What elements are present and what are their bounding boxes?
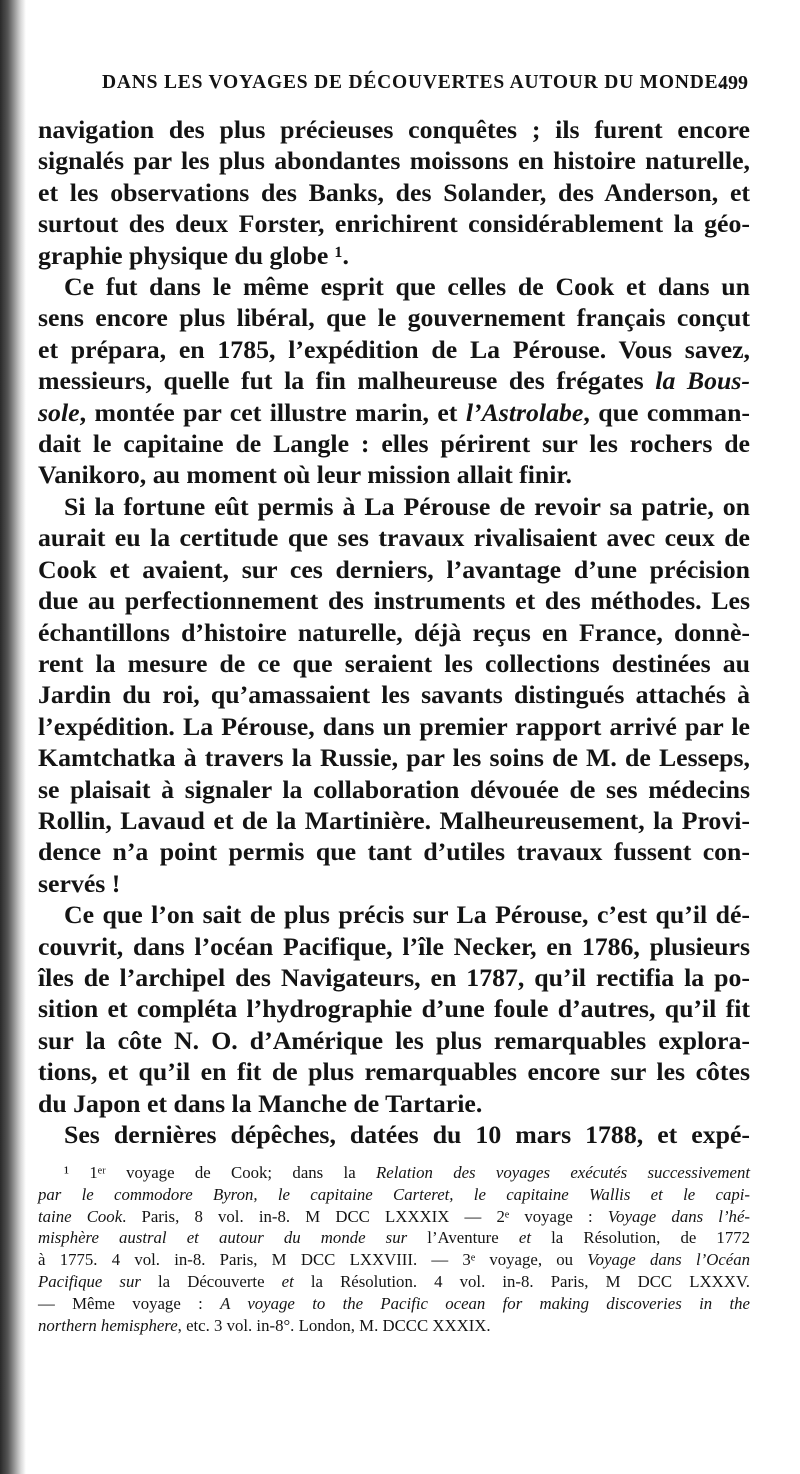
paragraph-3-line-13: servés ! bbox=[38, 868, 121, 898]
paragraph-4-line-4: sition et compléta l’hydrographie d’une foule d’autres, qu’il fit bbox=[38, 994, 750, 1024]
paragraph-2-line-7: Vanikoro, au moment où leur mission allait finir. bbox=[38, 460, 572, 490]
ship-name-boussole-part2: sole bbox=[38, 397, 80, 427]
book-title: A voyage to the Pacific ocean for making discoveries in the bbox=[220, 1293, 750, 1313]
paragraph-4-line-6: tions, et qu’il en fit de plus remarquables encore sur les côtes bbox=[38, 1057, 750, 1087]
text-run: la Résolution, de 1772 bbox=[531, 1228, 750, 1248]
page-header bbox=[48, 72, 748, 102]
text-run: , que comman- bbox=[583, 397, 751, 427]
paragraph-5-line-1: Ses dernières dépêches, datées du 10 mars 1788, et expé- bbox=[64, 1120, 750, 1149]
paragraph-1-line-2: signalés par les plus abondantes moissons en histoire naturelle, bbox=[38, 146, 750, 176]
paragraph-3-line-5: échantillons d’histoire naturelle, déjà reçus en France, donnè- bbox=[38, 617, 750, 647]
paragraph-4-line-2: couvrit, dans l’océan Pacifique, l’île Necker, en 1786, plusieurs bbox=[38, 931, 750, 961]
paragraph-1-line-4: surtout des deux Forster, enrichirent considérablement la géo- bbox=[38, 209, 750, 239]
main-text bbox=[38, 114, 750, 1150]
footnote-line-2 bbox=[38, 1184, 750, 1206]
book-title: et bbox=[518, 1228, 531, 1248]
paragraph-3-line-7: Jardin du roi, qu’amassaient les savants distingués attachés à bbox=[38, 680, 750, 710]
paragraph-3-line-9: Kamtchatka à travers la Russie, par les soins de M. de Lesseps, bbox=[38, 743, 750, 773]
text-run: l’Aventure bbox=[407, 1228, 519, 1248]
book-title: par le commodore Byron, le capitaine Carteret, le capitaine Wallis et le capi- bbox=[38, 1184, 750, 1204]
paragraph-4-line-5: sur la côte N. O. d’Amérique les plus remarquables explora- bbox=[38, 1025, 750, 1055]
paragraph-3-line-8: l’expédition. La Pérouse, dans un premier rapport arrivé par le bbox=[38, 711, 750, 741]
page-binding-shadow bbox=[0, 0, 26, 1474]
footnote-line-8 bbox=[38, 1315, 750, 1337]
paragraph-2-line-1: Ce fut dans le même esprit que celles de Cook et dans un bbox=[64, 272, 750, 302]
text-run: ¹ 1ᵉʳ voyage de Cook; dans la bbox=[64, 1163, 376, 1182]
ship-name-astrolabe: l’Astrolabe bbox=[465, 397, 584, 427]
paragraph-3-line-2: aurait eu la certitude que ses travaux rivalisaient avec ceux de bbox=[38, 523, 750, 553]
running-head: DANS LES VOYAGES DE DÉCOUVERTES AUTOUR DU MONDE. bbox=[102, 72, 725, 93]
paragraph-3-line-6: rent la mesure de ce que seraient les collections destinées au bbox=[38, 648, 750, 678]
text-run: la Résolution. 4 vol. in-8. Paris, M DCC LXXXV. bbox=[293, 1271, 750, 1291]
paragraph-3-line-4: due au perfectionnement des instruments et des méthodes. Les bbox=[38, 586, 750, 616]
book-title: Voyage dans l’Océan bbox=[587, 1250, 750, 1270]
paragraph-1-line-1: navigation des plus précieuses conquêtes ; ils furent encore bbox=[38, 115, 750, 144]
book-title: northern hemisphere bbox=[38, 1315, 178, 1335]
footnote bbox=[38, 1162, 750, 1336]
paragraph-3-line-1: Si la fortune eût permis à La Pérouse de revoir sa patrie, on bbox=[64, 491, 750, 521]
paragraph-4-line-1: Ce que l’on sait de plus précis sur La Pérouse, c’est qu’il dé- bbox=[64, 900, 750, 930]
text-run: , montée par cet illustre marin, et bbox=[79, 397, 466, 427]
paragraph-2-line-5 bbox=[38, 397, 750, 428]
book-title: Relation des voyages exécutés successivement bbox=[376, 1163, 750, 1182]
text-run: — Même voyage : bbox=[38, 1293, 221, 1313]
paragraph-2-line-3: et prépara, en 1785, l’expédition de La Pérouse. Vous savez, bbox=[38, 334, 750, 364]
paragraph-3-line-3: Cook et avaient, sur ces derniers, l’avantage d’une précision bbox=[38, 554, 750, 584]
book-title: Voyage dans l’hé- bbox=[607, 1206, 750, 1226]
book-title: misphère austral et autour du monde sur bbox=[38, 1228, 408, 1248]
text-run: messieurs, quelle fut la fin malheureuse des frégates bbox=[38, 366, 656, 396]
text-run: à 1775. 4 vol. in-8. Paris, M DCC LXXVIII. — 3ᵉ voyage, ou bbox=[38, 1250, 588, 1270]
paragraph-1-line-3: et les observations des Banks, des Solander, des Anderson, et bbox=[38, 177, 750, 207]
text-run: la Découverte bbox=[140, 1271, 282, 1291]
text-run: , etc. 3 vol. in-8°. London, M. DCCC XXXIX. bbox=[177, 1315, 491, 1335]
footnote-line-1 bbox=[38, 1162, 750, 1184]
footnote-line-4 bbox=[38, 1227, 750, 1249]
paragraph-4-line-3: îles de l’archipel des Navigateurs, en 1787, qu’il rectifia la po- bbox=[38, 962, 750, 992]
paragraph-3-line-12: dence n’a point permis que tant d’utiles travaux fussent con- bbox=[38, 837, 750, 867]
paragraph-3-line-11: Rollin, Lavaud et de la Martinière. Malheureusement, la Provi- bbox=[38, 805, 750, 835]
paragraph-4-line-7: du Japon et dans la Manche de Tartarie. bbox=[38, 1088, 483, 1118]
book-title: et bbox=[281, 1271, 294, 1291]
paragraph-1-line-5: graphie physique du globe ¹. bbox=[38, 240, 349, 270]
book-title: taine Cook bbox=[38, 1206, 123, 1226]
footnote-line-5 bbox=[38, 1249, 750, 1271]
paragraph-2-line-4 bbox=[38, 365, 750, 396]
paragraph-2-line-2: sens encore plus libéral, que le gouvernement français conçut bbox=[38, 303, 750, 333]
footnote-line-6 bbox=[38, 1271, 750, 1293]
paragraph-2-line-6: dait le capitaine de Langle : elles périrent sur les rochers de bbox=[38, 429, 750, 459]
ship-name-boussole-part1: la Bous- bbox=[655, 366, 750, 396]
footnote-line-7 bbox=[38, 1293, 750, 1315]
footnote-line-3 bbox=[38, 1206, 750, 1228]
page-number: 499 bbox=[718, 72, 748, 94]
paragraph-3-line-10: se plaisait à signaler la collaboration dévouée de ses médecins bbox=[38, 774, 750, 804]
book-title: Pacifique sur bbox=[38, 1271, 141, 1291]
text-run: . Paris, 8 vol. in-8. M DCC LXXXIX — 2ᵉ voyage : bbox=[122, 1206, 608, 1226]
